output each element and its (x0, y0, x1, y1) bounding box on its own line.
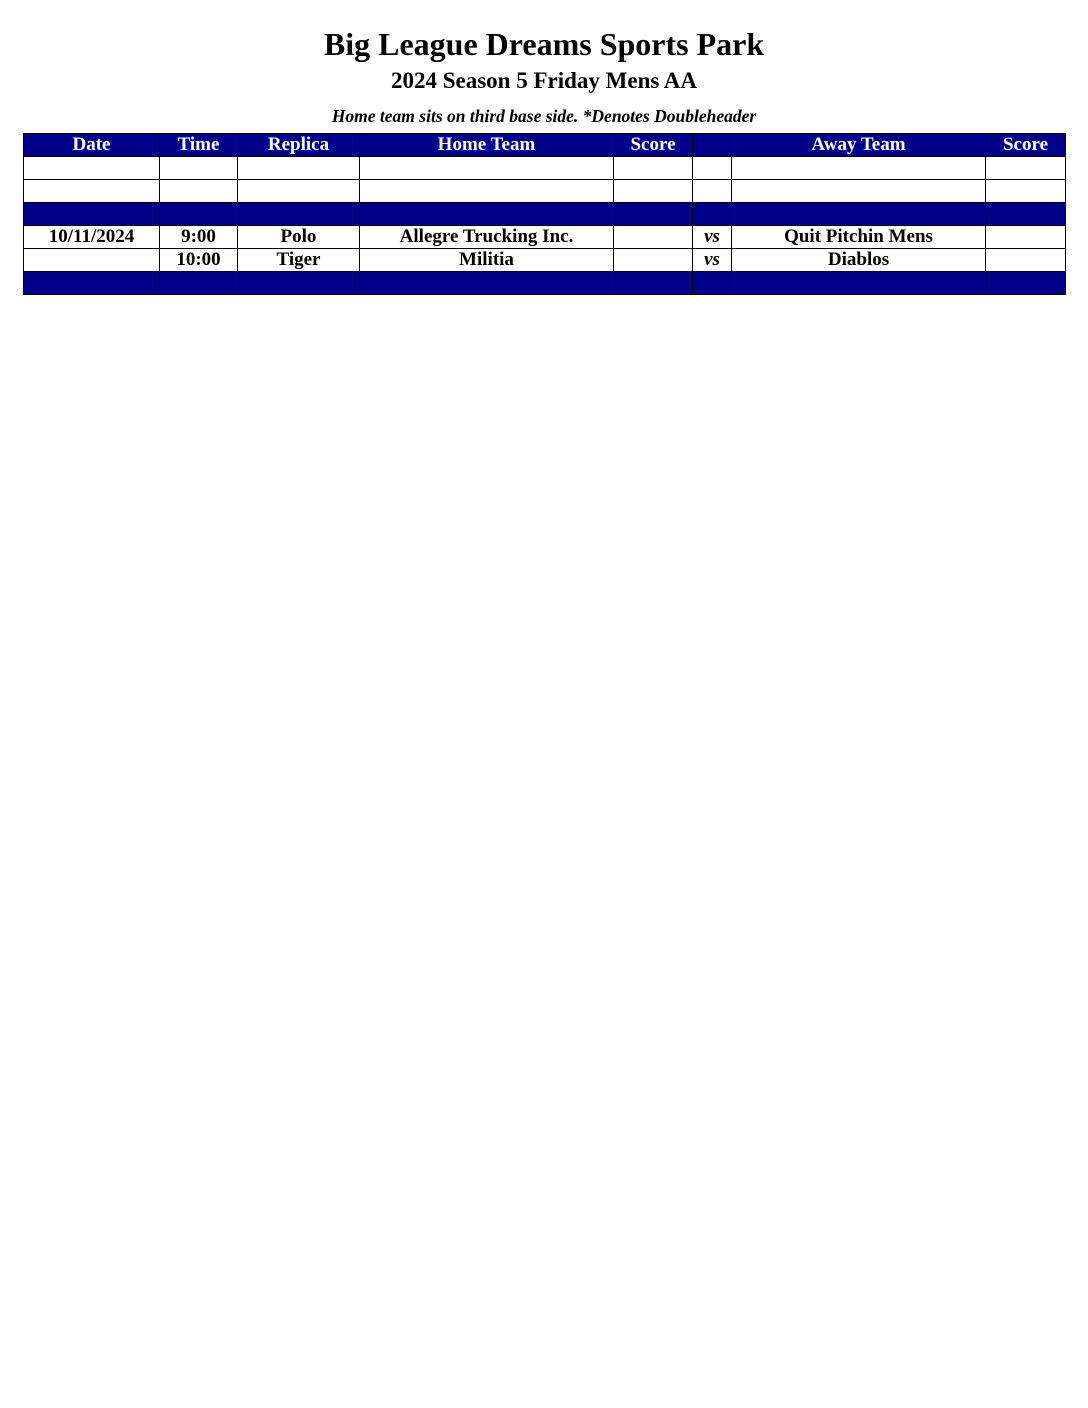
empty-row (24, 157, 1066, 180)
empty-cell (614, 180, 693, 203)
versus-label: vs (693, 249, 732, 272)
separator-cell (693, 272, 732, 295)
separator-cell (614, 272, 693, 295)
separator-cell (160, 203, 238, 226)
game-date (24, 249, 160, 272)
empty-cell (160, 180, 238, 203)
home-score (614, 226, 693, 249)
away-team: Quit Pitchin Mens (732, 226, 986, 249)
empty-cell (614, 157, 693, 180)
game-row (24, 226, 1066, 249)
empty-cell (160, 157, 238, 180)
game-time: 9:00 (160, 226, 238, 249)
separator-row (24, 272, 1066, 295)
separator-cell (732, 203, 986, 226)
column-header-home-score: Score (614, 134, 693, 157)
home-score (614, 249, 693, 272)
separator-cell (986, 203, 1066, 226)
season-subtitle: 2024 Season 5 Friday Mens AA (390, 68, 698, 93)
empty-row (24, 180, 1066, 203)
separator-cell (360, 272, 614, 295)
separator-row (24, 203, 1066, 226)
empty-cell (238, 157, 360, 180)
separator-cell (732, 272, 986, 295)
separator-cell (614, 203, 693, 226)
column-header-home-team: Home Team (360, 134, 614, 157)
empty-cell (693, 157, 732, 180)
versus-label: vs (693, 226, 732, 249)
column-header-time: Time (160, 134, 238, 157)
empty-cell (732, 157, 986, 180)
home-team: Allegre Trucking Inc. (360, 226, 614, 249)
separator-cell (693, 203, 732, 226)
empty-cell (24, 180, 160, 203)
empty-cell (986, 180, 1066, 203)
empty-cell (732, 180, 986, 203)
column-header-away-team: Away Team (732, 134, 986, 157)
column-header-vs (693, 134, 732, 157)
away-score (986, 249, 1066, 272)
column-header-replica: Replica (238, 134, 360, 157)
separator-cell (360, 203, 614, 226)
empty-cell (24, 157, 160, 180)
header-row (24, 134, 1066, 157)
away-score (986, 226, 1066, 249)
game-replica: Polo (238, 226, 360, 249)
separator-cell (986, 272, 1066, 295)
separator-cell (160, 272, 238, 295)
empty-cell (693, 180, 732, 203)
empty-cell (238, 180, 360, 203)
separator-cell (24, 203, 160, 226)
column-header-away-score: Score (986, 134, 1066, 157)
separator-cell (24, 272, 160, 295)
schedule-table (23, 133, 1066, 295)
empty-cell (986, 157, 1066, 180)
separator-cell (238, 272, 360, 295)
game-row (24, 249, 1066, 272)
empty-cell (360, 180, 614, 203)
game-time: 10:00 (160, 249, 238, 272)
away-team: Diablos (732, 249, 986, 272)
column-header-date: Date (24, 134, 160, 157)
game-replica: Tiger (238, 249, 360, 272)
game-date: 10/11/2024 (24, 226, 160, 249)
page-title: Big League Dreams Sports Park (323, 26, 765, 62)
separator-cell (238, 203, 360, 226)
doubleheader-note: Home team sits on third base side. *Denotes Doubleheader (331, 106, 757, 126)
home-team: Militia (360, 249, 614, 272)
empty-cell (360, 157, 614, 180)
